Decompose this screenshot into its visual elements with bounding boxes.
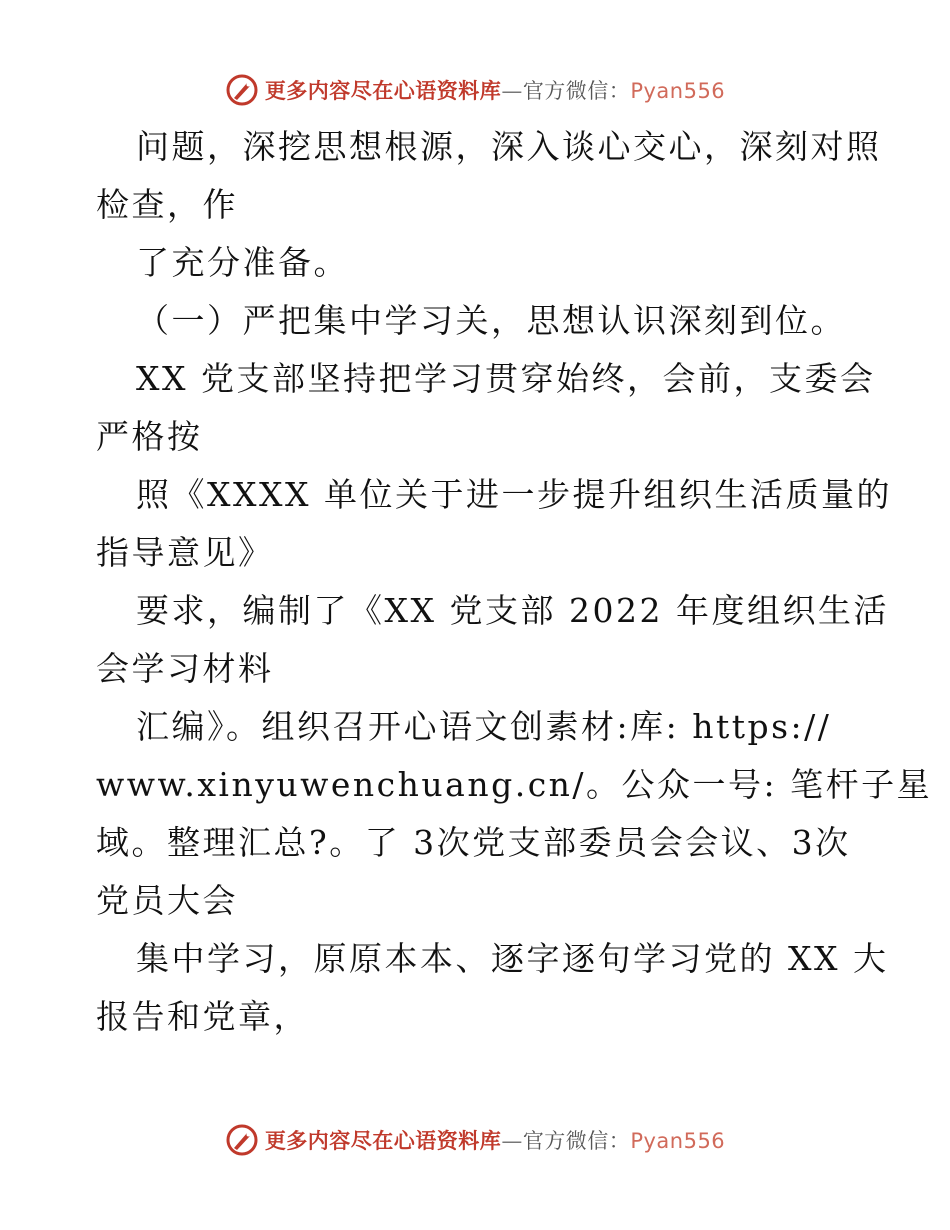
footer-watermark-banner — [0, 1118, 950, 1162]
text-line: 汇编》。组织召开心语文创素材:库: https:// — [136, 707, 832, 746]
text-line: 照《XXXX 单位关于进一步提升组织生活质量的 — [136, 475, 892, 514]
watermark-brand: 更多内容尽在心语资料库 — [264, 1129, 502, 1153]
watermark-dash: — — [501, 79, 523, 103]
watermark-brand: 更多内容尽在心语资料库 — [264, 79, 502, 103]
text-line: 了充分准备。 — [136, 243, 349, 282]
watermark-text — [265, 1125, 725, 1155]
pen-nib-logo-icon — [225, 1123, 259, 1157]
watermark-text — [265, 75, 725, 105]
text-line: 问题，深挖思想根源，深入谈心交心，深刻对照 — [136, 127, 882, 166]
text-line: 会学习材料 — [96, 649, 274, 688]
header-watermark-banner — [0, 68, 950, 112]
text-line: 检查，作 — [96, 185, 238, 224]
text-line: XX 党支部坚持把学习贯穿始终，会前，支委会 — [136, 359, 876, 398]
pen-nib-logo-icon — [225, 73, 259, 107]
text-line: 集中学习，原原本本、逐字逐句学习党的 XX 大 — [136, 939, 889, 978]
watermark-account: Pyan556 — [630, 79, 726, 103]
text-line: 要求，编制了《XX 党支部 2022 年度组织生活 — [136, 591, 889, 630]
text-line: 严格按 — [96, 417, 203, 456]
text-line: www.xinyuwenchuang.cn/。公众一号: 笔杆子星 — [96, 765, 933, 804]
document-body — [96, 118, 933, 1046]
watermark-wechat-label: 官方微信： — [522, 1129, 631, 1153]
watermark-account: Pyan556 — [630, 1129, 726, 1153]
text-line: 报告和党章， — [96, 997, 309, 1036]
text-line: 域。整理汇总?。了 3次党支部委员会会议、3次 — [96, 823, 851, 862]
section-heading: （一）严把集中学习关，思想认识深刻到位。 — [136, 301, 846, 340]
text-line: 指导意见》 — [96, 533, 274, 572]
text-line: 党员大会 — [96, 881, 238, 920]
watermark-wechat-label: 官方微信： — [522, 79, 631, 103]
watermark-dash: — — [501, 1129, 523, 1153]
